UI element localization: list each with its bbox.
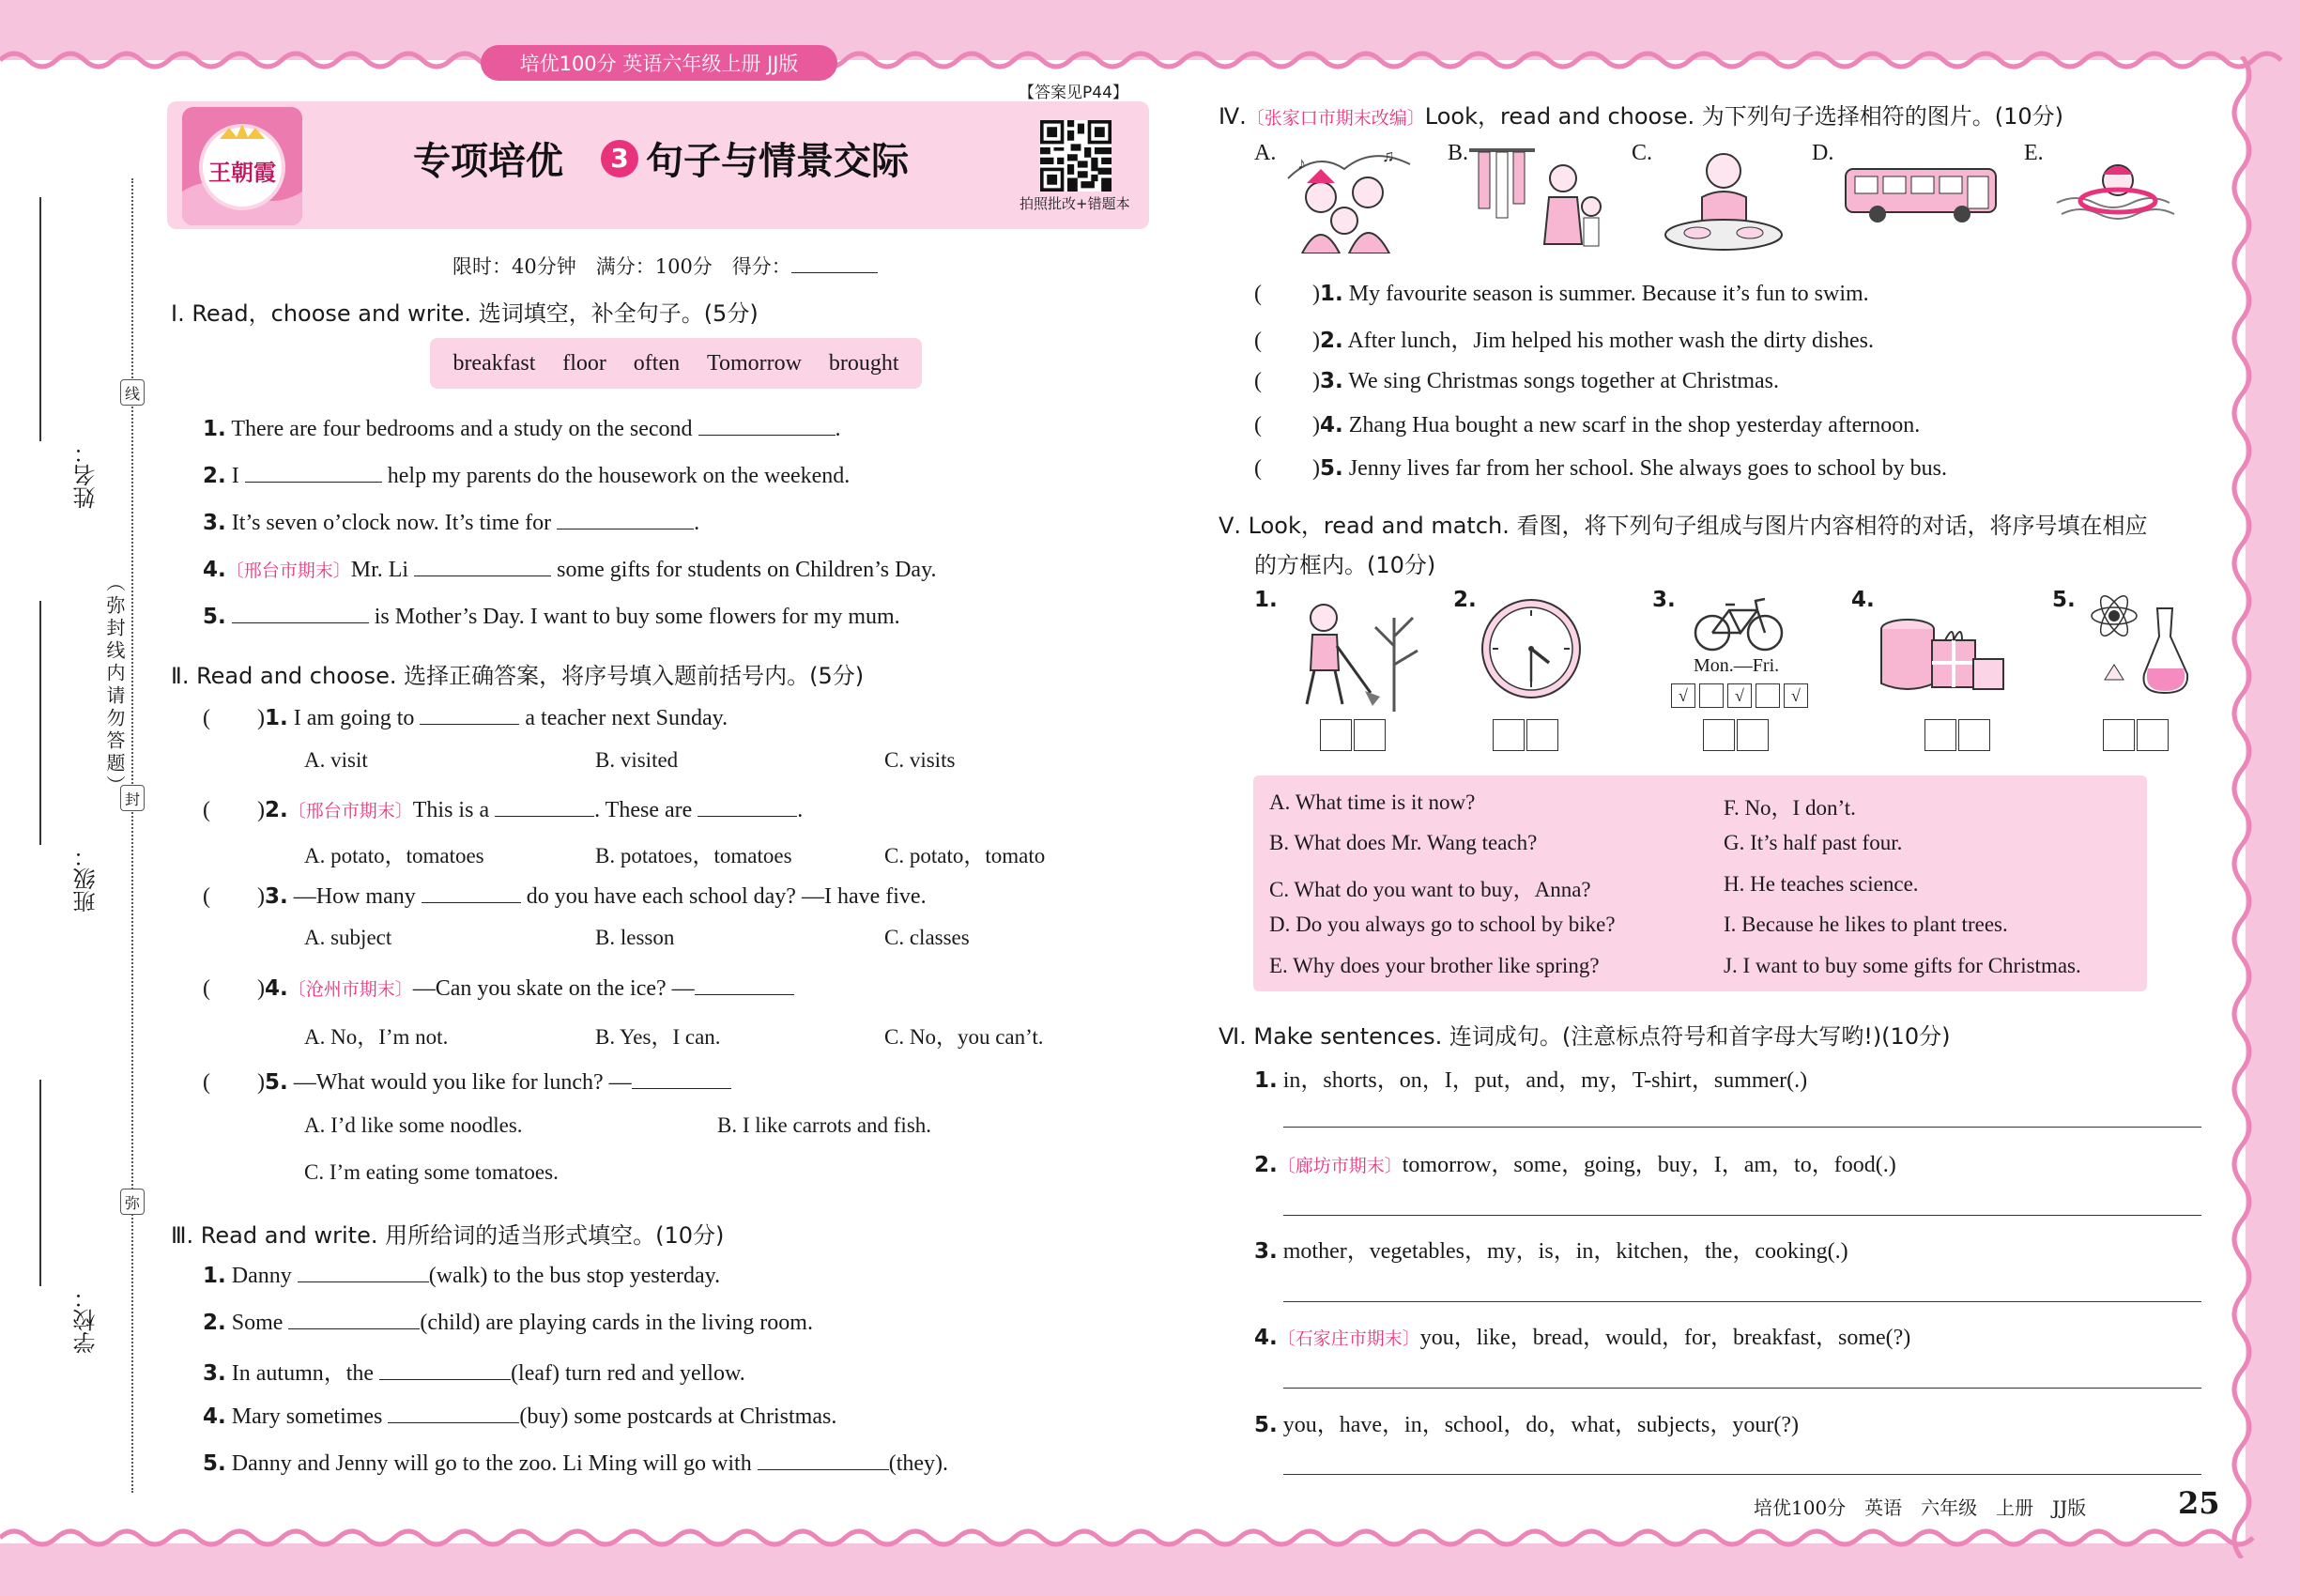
picture-letter: E. <box>2024 141 2044 165</box>
answer-paren[interactable] <box>1262 365 1312 388</box>
answer-line[interactable] <box>1283 1301 2201 1302</box>
s3-item: 3. In autumn，the (leaf) turn red and yellow. <box>203 1354 745 1387</box>
fill-blank[interactable] <box>495 794 594 817</box>
s1-item: 1. There are four bedrooms and a study on the second . <box>203 413 841 442</box>
option[interactable]: A. No，I’m not. <box>304 1025 449 1049</box>
source-tag: 〔邢台市期末〕 <box>225 560 351 581</box>
match-sentence: F. No，I don’t. <box>1724 796 1856 820</box>
answer-line[interactable] <box>1283 1215 2201 1216</box>
word-bank-item: breakfast <box>452 350 536 376</box>
option[interactable]: B. Yes，I can. <box>595 1025 721 1049</box>
match-sentence: B. What does Mr. Wang teach? <box>1269 831 1538 854</box>
section-2-title: Ⅱ. Read and choose. 选择正确答案，将序号填入题前括号内。(5分) <box>171 663 865 689</box>
match-sentence: E. Why does your brother like spring? <box>1269 954 1600 977</box>
answer-line[interactable] <box>1283 1474 2201 1475</box>
s2-item: ( )5. —What would you like for lunch? — <box>203 1067 731 1096</box>
option[interactable]: C. potato，tomato <box>884 844 1046 867</box>
seal-note: （弥封线内请勿答题） <box>103 573 126 798</box>
answer-box[interactable] <box>2137 719 2169 751</box>
s4-item: ( )5. Jenny lives far from her school. She always goes to school by bus. <box>1254 453 1947 482</box>
match-sentence: H. He teaches science. <box>1724 872 1919 896</box>
wavy-bottom-border <box>0 1519 2300 1557</box>
fill-blank[interactable] <box>557 507 694 529</box>
answer-box[interactable] <box>1924 719 1956 751</box>
bus-picture <box>1844 165 2000 225</box>
side-box-line: 线 <box>120 379 145 406</box>
fill-blank[interactable] <box>414 554 551 576</box>
s6-item: 2.〔廊坊市期末〕tomorrow，some，going，buy，I，am，to，food(.) <box>1254 1153 1896 1177</box>
option[interactable]: A. subject <box>304 926 392 949</box>
s3-item: 2. Some (child) are playing cards in the living room. <box>203 1307 813 1336</box>
s1-item: 4.〔邢台市期末〕Mr. Li some gifts for students on Children’s Day. <box>203 554 937 583</box>
picture-number: 2. <box>1453 588 1477 612</box>
s6-item: 1. in，shorts，on，I，put，and，my，T-shirt，summer(.) <box>1254 1068 1808 1093</box>
answer-box[interactable] <box>1354 719 1386 751</box>
svg-text:♫: ♫ <box>1382 146 1395 165</box>
check-box: √ <box>1671 683 1695 708</box>
fill-blank[interactable] <box>298 1260 429 1282</box>
answer-box[interactable] <box>2103 719 2135 751</box>
side-school-label: 学校： <box>73 1286 100 1354</box>
picture-number: 4. <box>1851 588 1875 612</box>
side-box-mi: 弥 <box>120 1189 145 1215</box>
answer-line[interactable] <box>1283 1127 2201 1128</box>
score-blank[interactable] <box>791 253 878 273</box>
wavy-right-border <box>2225 56 2262 1558</box>
match-sentence: I. Because he likes to plant trees. <box>1724 913 2008 936</box>
s2-item: ( )1. I am going to a teacher next Sunday. <box>203 702 728 731</box>
option[interactable]: B. visited <box>595 748 679 772</box>
answer-box[interactable] <box>1526 719 1558 751</box>
word-bank <box>430 338 922 389</box>
section-4-title: Ⅳ.〔张家口市期末改编〕Look，read and choose. 为下列句子选择相符的图片。(10分) <box>1219 103 2064 130</box>
section-1-title: Ⅰ. Read，choose and write. 选词填空，补全句子。(5分) <box>171 300 759 327</box>
side-name-label: 姓名： <box>73 441 100 509</box>
source-tag: 〔张家口市期末改编〕 <box>1246 108 1425 129</box>
check-box-empty <box>1699 683 1724 708</box>
answer-paren[interactable] <box>210 702 257 725</box>
planting-tree-picture <box>1286 590 1427 712</box>
bicycle-picture <box>1692 591 1786 653</box>
s1-item: 2. I help my parents do the housework on the weekend. <box>203 460 850 489</box>
title-number-badge: 3 <box>601 140 638 177</box>
svg-text:♪: ♪ <box>1297 154 1306 173</box>
page-footer: 培优100分 英语 六年级 上册 JJ版 <box>1754 1496 2087 1519</box>
fill-blank[interactable] <box>232 601 369 623</box>
option[interactable]: C. classes <box>884 926 970 949</box>
s6-item: 4.〔石家庄市期末〕you，like，bread，would，for，breakfast，some(?) <box>1254 1326 1911 1350</box>
s4-item: ( )4. Zhang Hua bought a new scarf in the shop yesterday afternoon. <box>1254 409 1920 438</box>
answer-paren[interactable] <box>1262 453 1312 475</box>
s4-item: ( )3. We sing Christmas songs together at Christmas. <box>1254 365 1779 394</box>
christmas-singing-picture <box>1279 141 1419 253</box>
section-6-title: Ⅵ. Make sentences. 连词成句。(注意标点符号和首字母大写哟!)(10分) <box>1219 1023 1951 1050</box>
s1-item: 5. is Mother’s Day. I want to buy some flowers for my mum. <box>203 601 900 630</box>
check-box-empty <box>1756 683 1780 708</box>
match-sentence: G. It’s half past four. <box>1724 831 1903 854</box>
section-3-title: Ⅲ. Read and write. 用所给词的适当形式填空。(10分) <box>171 1222 725 1249</box>
fill-blank[interactable] <box>379 1358 511 1380</box>
s2-item: ( )2.〔邢台市期末〕This is a . These are . <box>203 794 803 823</box>
fill-blank[interactable] <box>698 794 797 817</box>
answer-paren[interactable] <box>210 881 257 903</box>
fill-blank[interactable] <box>758 1448 889 1470</box>
side-box-seal: 封 <box>120 785 145 811</box>
s4-item: ( )2. After lunch，Jim helped his mother wash the dirty dishes. <box>1254 321 1874 354</box>
fill-blank[interactable] <box>288 1307 420 1329</box>
match-sentence: C. What do you want to buy，Anna? <box>1269 878 1591 901</box>
answer-paren[interactable] <box>210 1067 257 1089</box>
page-number: 25 <box>2178 1485 2220 1521</box>
s6-item: 3. mother，vegetables，my，is，in，kitchen，the，cooking(.) <box>1254 1239 1848 1264</box>
brand-logo <box>182 107 302 225</box>
washing-dishes-picture <box>1660 141 1787 253</box>
check-box: √ <box>1727 683 1752 708</box>
source-tag: 〔石家庄市期末〕 <box>1277 1328 1420 1349</box>
s6-item: 5. you，have，in，school，do，what，subjects，your(?) <box>1254 1413 1799 1437</box>
answer-box[interactable] <box>1320 719 1352 751</box>
side-name-line <box>39 197 41 441</box>
word-bank-item: brought <box>828 350 899 376</box>
picture-letter: B. <box>1448 141 1469 165</box>
source-tag: 〔沧州市期末〕 <box>287 979 413 1000</box>
time-score-limits: 限时：40分钟 满分：100分 得分： <box>452 252 878 280</box>
section-5-title: Ⅴ. Look，read and match. 看图，将下列句子组成与图片内容相符的对话，将序号填在相应 <box>1219 513 2148 539</box>
scarf-shop-picture <box>1464 141 1605 258</box>
picture-letter: D. <box>1812 141 1834 165</box>
side-class-label: 班级： <box>73 845 100 913</box>
picture-letter: A. <box>1254 141 1277 165</box>
picture-number: 5. <box>2052 588 2076 612</box>
s4-item: ( )1. My favourite season is summer. Because it’s fun to swim. <box>1254 278 1869 307</box>
answer-box[interactable] <box>1703 719 1735 751</box>
section-5-title-cont: 的方框内。(10分) <box>1254 552 1436 578</box>
picture-number: 3. <box>1652 588 1676 612</box>
answer-paren[interactable] <box>210 794 257 817</box>
answer-paren[interactable] <box>1262 278 1312 300</box>
title-main: 专项培优 <box>413 140 563 183</box>
match-sentence: A. What time is it now? <box>1269 790 1476 814</box>
option[interactable]: A. potato，tomatoes <box>304 844 484 867</box>
answer-paren[interactable] <box>1262 325 1312 347</box>
s2-item: ( )3. —How many do you have each school day? —I have five. <box>203 881 927 910</box>
answer-box[interactable] <box>1493 719 1525 751</box>
source-tag: 〔邢台市期末〕 <box>287 801 413 821</box>
fill-blank[interactable] <box>420 702 519 725</box>
fill-blank[interactable] <box>422 881 521 903</box>
option[interactable]: B. I like carrots and fish. <box>717 1113 932 1137</box>
fill-blank[interactable] <box>695 973 794 995</box>
match-sentence: J. I want to buy some gifts for Christmas. <box>1724 954 2081 977</box>
answer-box[interactable] <box>1958 719 1990 751</box>
seal-dotted-line <box>131 178 133 1493</box>
wavy-top-border <box>0 47 2300 73</box>
option[interactable]: A. visit <box>304 748 368 772</box>
check-box: √ <box>1784 683 1808 708</box>
option[interactable]: B. lesson <box>595 926 675 949</box>
source-tag: 〔廊坊市期末〕 <box>1277 1156 1403 1176</box>
gift-boxes-picture <box>1878 610 2005 697</box>
s3-item: 4. Mary sometimes (buy) some postcards at Christmas. <box>203 1401 836 1430</box>
swimming-picture <box>2052 146 2184 231</box>
option[interactable]: A. I’d like some noodles. <box>304 1113 523 1137</box>
fill-blank[interactable] <box>632 1067 731 1089</box>
fill-blank[interactable] <box>698 413 836 436</box>
answer-box[interactable] <box>1737 719 1769 751</box>
answer-line[interactable] <box>1283 1388 2201 1389</box>
qr-code-icon[interactable] <box>1040 120 1112 192</box>
science-flask-picture <box>2086 590 2199 702</box>
title-topic: 句子与情景交际 <box>646 140 909 183</box>
word-bank-item: Tomorrow <box>706 350 802 376</box>
mon-fri-label: Mon.—Fri. <box>1694 655 1780 676</box>
fill-blank[interactable] <box>245 460 382 483</box>
qr-label: 拍照批改+错题本 <box>1020 195 1130 212</box>
option[interactable]: C. visits <box>884 748 956 772</box>
option[interactable]: C. I’m eating some tomatoes. <box>304 1160 559 1184</box>
s3-item: 1. Danny (walk) to the bus stop yesterday. <box>203 1260 720 1289</box>
word-bank-item: often <box>633 350 681 376</box>
side-class-line <box>39 601 41 845</box>
answer-paren[interactable] <box>210 973 257 995</box>
option[interactable]: C. No，you can’t. <box>884 1025 1044 1049</box>
picture-number: 1. <box>1254 588 1278 612</box>
option[interactable]: B. potatoes，tomatoes <box>595 844 792 867</box>
word-bank-item: floor <box>562 350 606 376</box>
fill-blank[interactable] <box>388 1401 519 1423</box>
answer-reference: 【答案见P44】 <box>1019 84 1128 102</box>
s1-item: 3. It’s seven o’clock now. It’s time for . <box>203 507 699 536</box>
clock-picture <box>1480 597 1583 700</box>
match-sentence: D. Do you always go to school by bike? <box>1269 913 1616 936</box>
side-school-line <box>39 1080 41 1286</box>
answer-paren[interactable] <box>1262 409 1312 432</box>
s2-item: ( )4.〔沧州市期末〕—Can you skate on the ice? — <box>203 973 794 1002</box>
s3-item: 5. Danny and Jenny will go to the zoo. Li Ming will go with (they). <box>203 1448 948 1477</box>
picture-letter: C. <box>1632 141 1653 165</box>
logo-text: 王朝霞 <box>208 159 276 186</box>
page-title <box>413 131 909 185</box>
top-banner: 培优100分 英语六年级上册 JJ版 <box>481 45 837 81</box>
